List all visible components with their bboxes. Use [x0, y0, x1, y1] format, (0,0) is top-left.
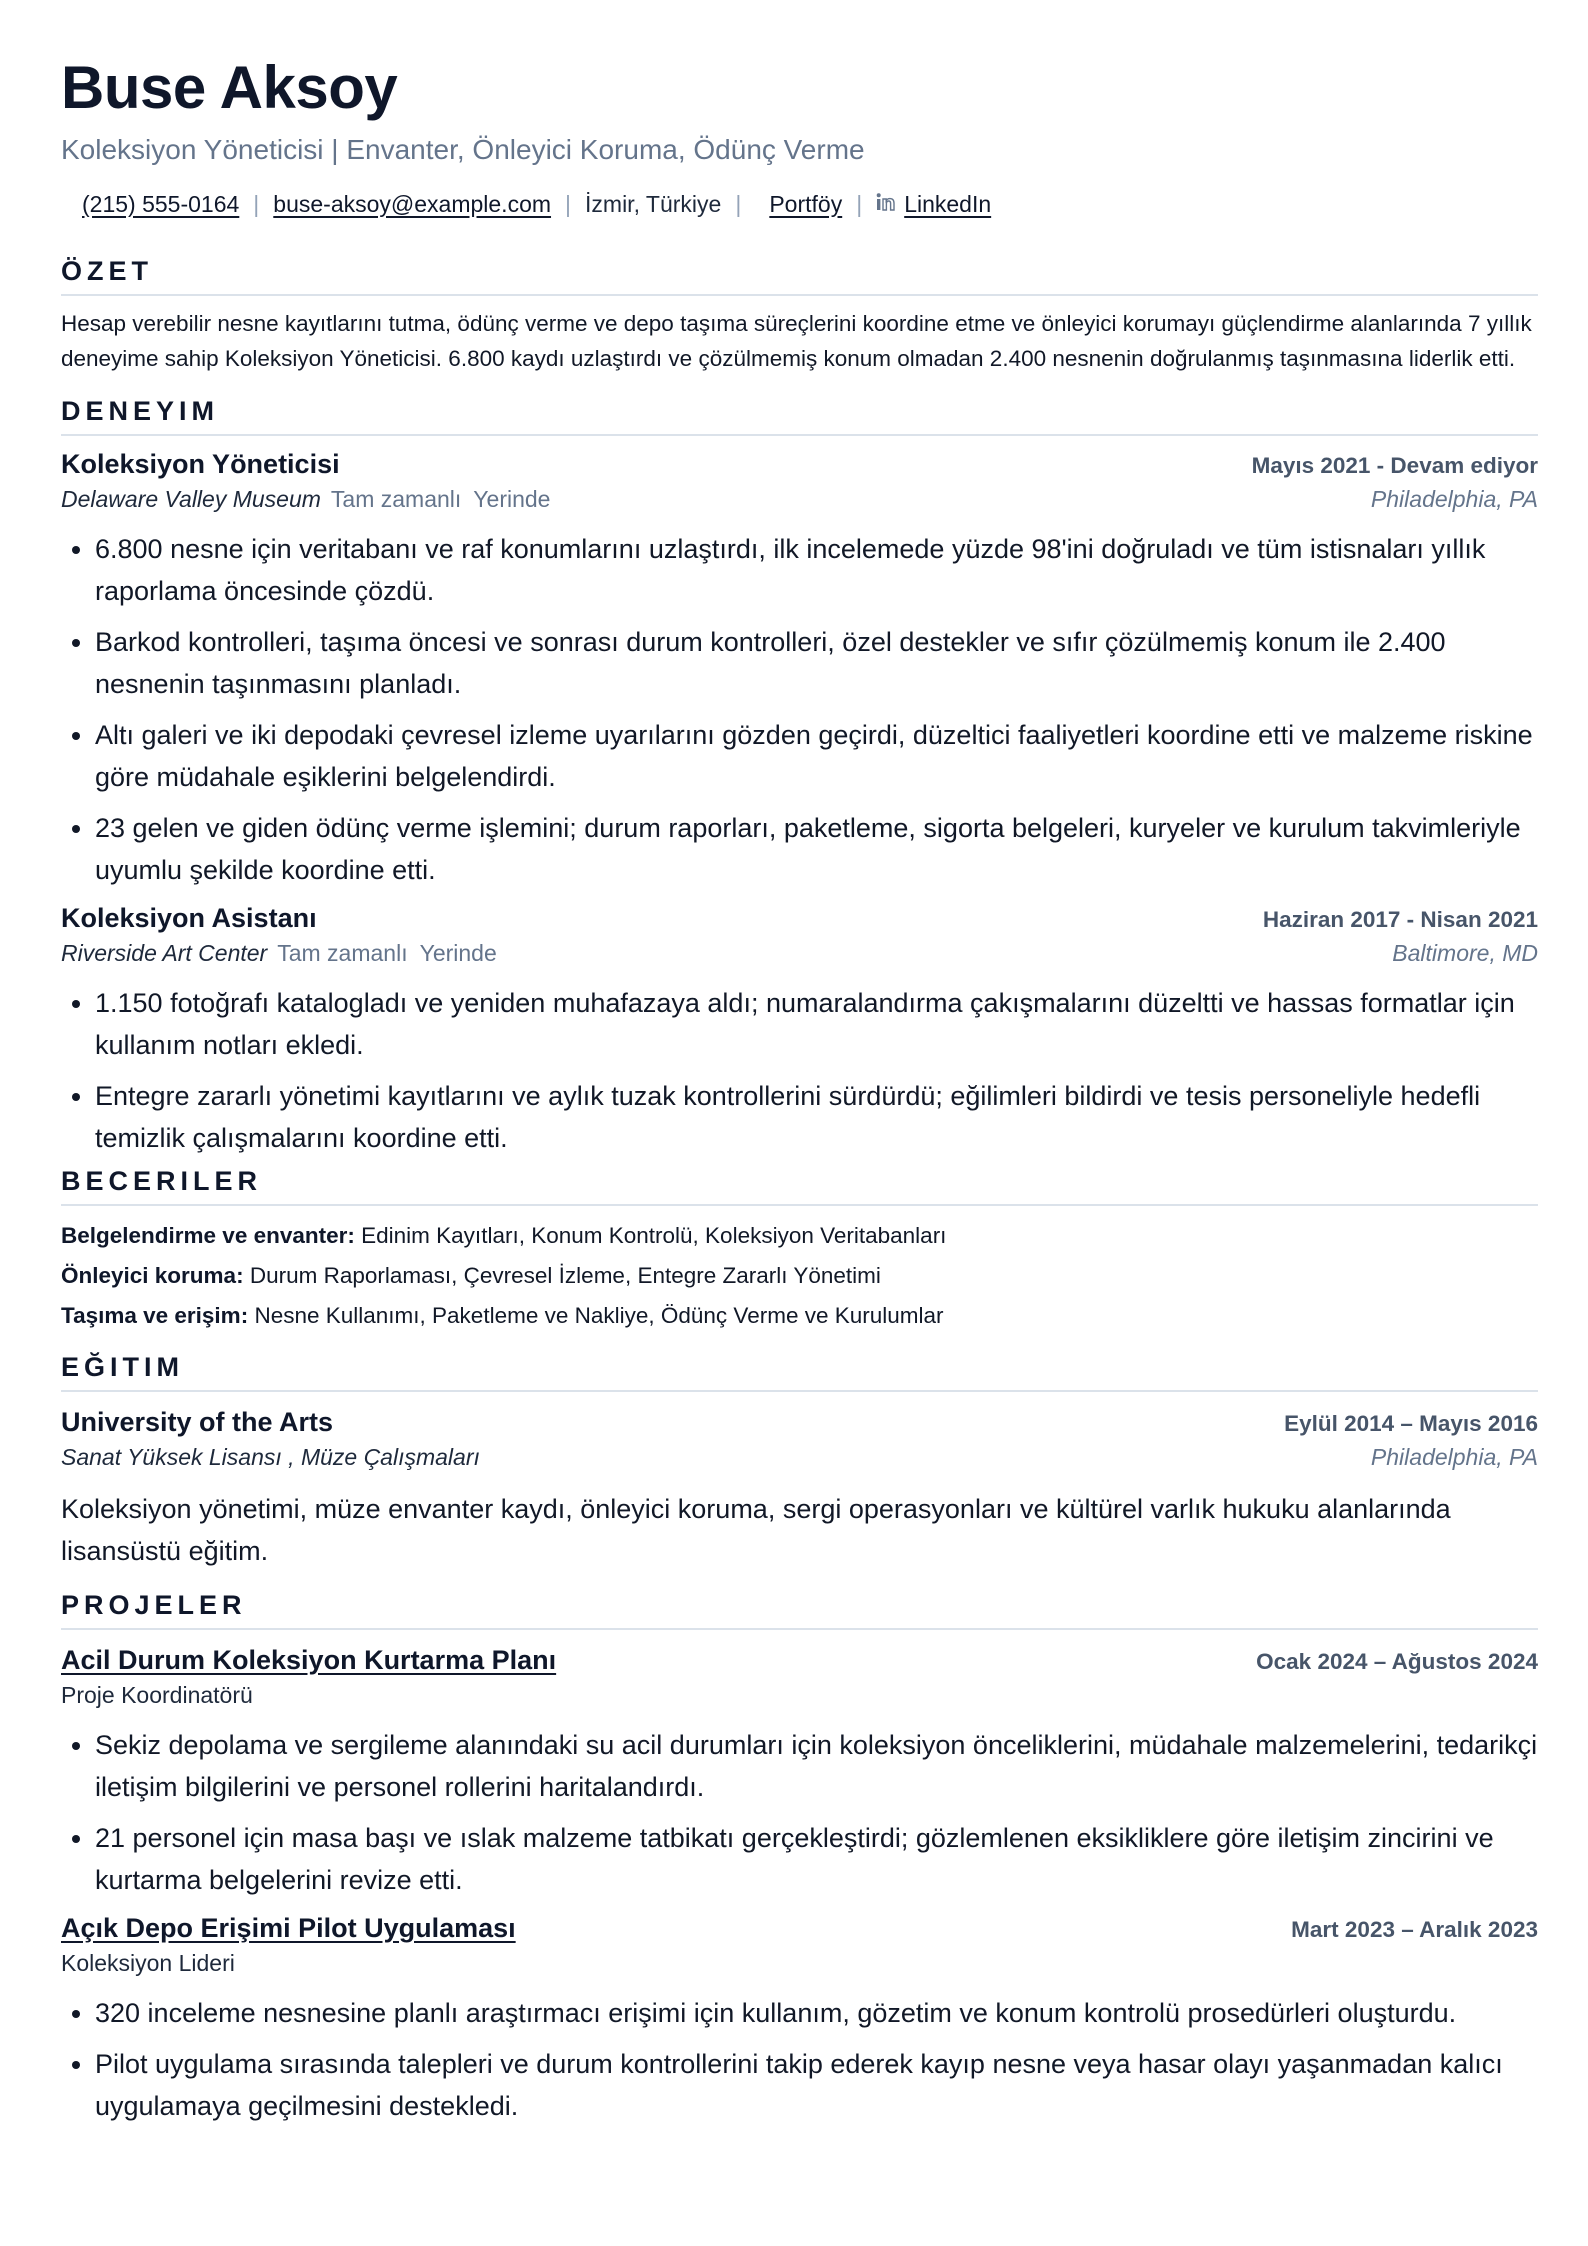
phone-link[interactable]: (215) 555-0164 — [82, 190, 240, 217]
job-bullets — [61, 982, 1538, 1159]
job-organization: Riverside Art Center — [61, 940, 268, 966]
project-role: Koleksiyon Lideri — [61, 1950, 235, 1976]
candidate-name: Buse Aksoy — [61, 54, 398, 121]
job-bullet: • Altı galeri ve iki depodaki çevresel izleme uyarılarını gözden geçirdi, düzeltici faaliyetleri koordine etti ve malzeme riskine göre müdahale eşiklerini belgelendirdi. — [95, 714, 1538, 798]
project-bullet: • 21 personel için masa başı ve ıslak malzeme tatbikatı gerçekleştirdi; gözlemlenen eksikliklere göre iletişim zincirini ve kurtarma belgelerini revize etti. — [95, 1817, 1538, 1901]
degree-name: Sanat Yüksek Lisansı , Müze Çalışmaları — [61, 1444, 480, 1470]
project-entry — [61, 1642, 1538, 1901]
job-organization: Delaware Valley Museum — [61, 486, 321, 512]
education-section — [61, 1354, 1538, 1572]
skill-group-label: Belgelendirme ve envanter: — [61, 1223, 355, 1248]
skill-group — [61, 1256, 1538, 1296]
resume-header — [61, 54, 1538, 220]
job-location: Baltimore, MD — [1392, 940, 1538, 966]
contact-separator: | — [856, 190, 863, 217]
summary-section — [61, 258, 1538, 376]
project-bullets — [61, 1992, 1538, 2127]
skill-group-label: Önleyici koruma: — [61, 1263, 244, 1288]
skill-group — [61, 1296, 1538, 1336]
linkedin-link-group[interactable] — [876, 191, 991, 218]
education-description: Koleksiyon yönetimi, müze envanter kaydı, önleyici koruma, sergi operasyonları ve kültürel varlık hukuku alanlarında lisansüstü eğitim. — [61, 1494, 1451, 1566]
project-bullet: • Sekiz depolama ve sergileme alanındaki su acil durumları için koleksiyon önceliklerini, müdahale malzemelerini, tedarikçi iletişim bilgilerini ve personel rollerini haritalandırdı. — [95, 1724, 1538, 1808]
projects-section — [61, 1592, 1538, 2127]
section-title-education: EĞITIM — [61, 1354, 1538, 1392]
email-link[interactable]: buse-aksoy@example.com — [273, 190, 552, 217]
job-entry — [61, 900, 1538, 1159]
job-location: Philadelphia, PA — [1370, 486, 1538, 512]
project-dates: Ocak 2024 – Ağustos 2024 — [1256, 1649, 1538, 1674]
skill-group-items: Durum Raporlaması, Çevresel İzleme, Entegre Zararlı Yönetimi — [249, 1263, 881, 1288]
skills-section — [61, 1168, 1538, 1336]
job-dates: Mayıs 2021 - Devam ediyor — [1251, 453, 1538, 478]
section-title-projects: PROJELER — [61, 1592, 1538, 1630]
project-bullet: • 320 inceleme nesnesine planlı araştırmacı erişimi için kullanım, gözetim ve konum kontrolü prosedürleri oluşturdu. — [95, 1992, 1538, 2034]
skill-group-items: Edinim Kayıtları, Konum Kontrolü, Koleksiyon Veritabanları — [361, 1223, 947, 1248]
skill-group-items: Nesne Kullanımı, Paketleme ve Nakliye, Ödünç Verme ve Kurulumlar — [254, 1303, 944, 1328]
section-title-skills: BECERILER — [61, 1168, 1538, 1206]
candidate-headline: Koleksiyon Yöneticisi | Envanter, Önleyici Koruma, Ödünç Verme — [61, 134, 865, 165]
job-dates: Haziran 2017 - Nisan 2021 — [1262, 907, 1538, 932]
section-title-summary: ÖZET — [61, 258, 1538, 296]
contact-separator: | — [735, 190, 742, 217]
project-title-link[interactable]: Acil Durum Koleksiyon Kurtarma Planı — [61, 1645, 557, 1675]
education-dates: Eylül 2014 – Mayıs 2016 — [1284, 1411, 1538, 1436]
linkedin-link[interactable]: LinkedIn — [904, 190, 992, 217]
contact-line — [61, 188, 1538, 220]
summary-text: Hesap verebilir nesne kayıtlarını tutma, ödünç verme ve depo taşıma süreçlerini koordine etme ve önleyici korumayı güçlendirme alanlarında 7 yıllık deneyime sahip Koleksiyon Yöneticisi. 6.800 kaydı uzlaştırdı ve çözülmemiş konum olmadan 2.400 nesnenin doğrulanmış taşınmasına liderlik etti. — [61, 311, 1532, 371]
project-dates: Mart 2023 – Aralık 2023 — [1291, 1917, 1538, 1942]
school-name: University of the Arts — [61, 1407, 334, 1437]
job-bullets — [61, 528, 1538, 891]
skill-group — [61, 1216, 1538, 1256]
job-mode: Yerinde — [419, 940, 497, 966]
project-role: Proje Koordinatörü — [61, 1682, 253, 1708]
project-bullets — [61, 1724, 1538, 1901]
skill-group-label: Taşıma ve erişim: — [61, 1303, 249, 1328]
portfolio-link[interactable]: Portföy — [769, 190, 843, 217]
job-bullet: • Barkod kontrolleri, taşıma öncesi ve sonrası durum kontrolleri, özel destekler ve sıfır çözülmemiş konum ile 2.400 nesnenin taşınmasını planladı. — [95, 621, 1538, 705]
skills-list — [61, 1216, 1538, 1336]
project-entry — [61, 1910, 1538, 2127]
experience-section — [61, 398, 1538, 1159]
contact-separator: | — [253, 190, 260, 217]
job-mode: Yerinde — [473, 486, 551, 512]
education-location: Philadelphia, PA — [1370, 1444, 1538, 1470]
location-text: İzmir, Türkiye — [585, 190, 722, 217]
job-entry — [61, 446, 1538, 891]
job-title: Koleksiyon Yöneticisi — [61, 449, 340, 479]
job-type: Tam zamanlı — [277, 940, 408, 966]
section-title-experience: DENEYIM — [61, 398, 1538, 436]
job-bullet: • 23 gelen ve giden ödünç verme işlemini; durum raporları, paketleme, sigorta belgeleri, kuryeler ve kurulum takvimleriyle uyumlu şekilde koordine etti. — [95, 807, 1538, 891]
job-bullet: • 6.800 nesne için veritabanı ve raf konumlarını uzlaştırdı, ilk incelemede yüzde 98'ini doğruladı ve tüm istisnaları yıllık raporlama öncesinde çözdü. — [95, 528, 1538, 612]
linkedin-icon — [876, 192, 896, 212]
project-title-link[interactable]: Açık Depo Erişimi Pilot Uygulaması — [61, 1913, 516, 1943]
job-bullet: • 1.150 fotoğrafı katalogladı ve yeniden muhafazaya aldı; numaralandırma çakışmalarını düzeltti ve hassas formatlar için kullanım notları ekledi. — [95, 982, 1538, 1066]
job-title: Koleksiyon Asistanı — [61, 903, 317, 933]
job-bullet: • Entegre zararlı yönetimi kayıtlarını ve aylık tuzak kontrollerini sürdürdü; eğilimleri bildirdi ve tesis personeliyle hedefli temizlik çalışmalarını koordine etti. — [95, 1075, 1538, 1159]
education-entry — [61, 1404, 1538, 1572]
contact-separator: | — [565, 190, 572, 217]
project-bullet: • Pilot uygulama sırasında talepleri ve durum kontrollerini takip ederek kayıp nesne veya hasar olayı yaşanmadan kalıcı uygulamaya geçilmesini destekledi. — [95, 2043, 1538, 2127]
job-type: Tam zamanlı — [330, 486, 462, 512]
